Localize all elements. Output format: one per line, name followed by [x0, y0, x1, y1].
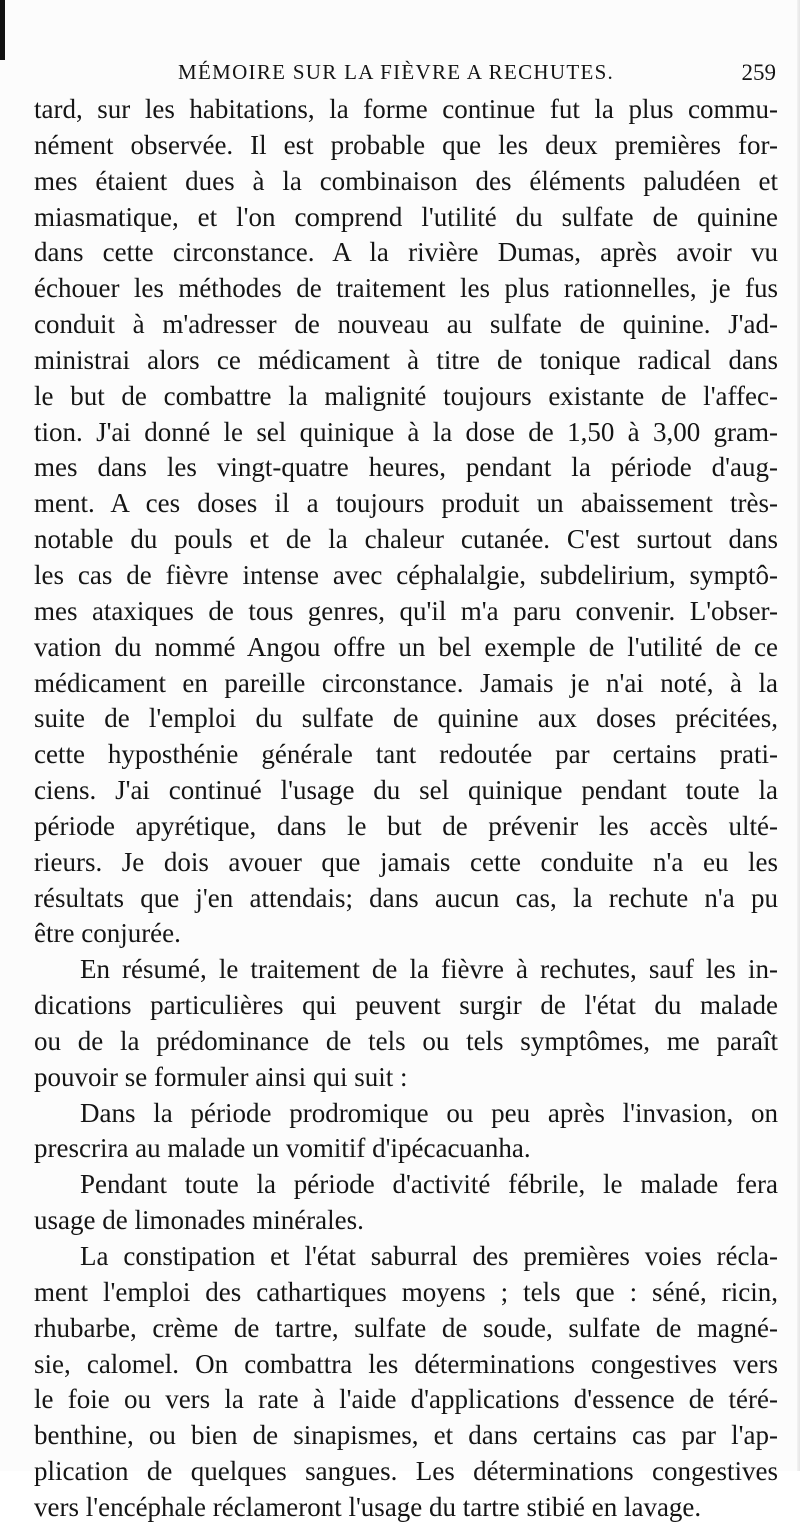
body-text [34, 92, 778, 1526]
text-line: les cas de fièvre intense avec céphalalgie, subdelirium, symptô- [34, 559, 778, 590]
text-line: médicament en pareille circonstance. Jamais je n'ai noté, à la [34, 667, 778, 698]
text-line: mes dans les vingt-quatre heures, pendant la période d'aug- [34, 452, 778, 483]
running-title: MÉMOIRE SUR LA FIÈVRE A RECHUTES. [178, 60, 615, 84]
scan-edge-mark [0, 0, 5, 60]
text-line: rhubarbe, crème de tartre, sulfate de soude, sulfate de magné- [34, 1312, 778, 1343]
paragraph-start-line: Pendant toute la période d'activité fébrile, le malade fera [80, 1169, 778, 1200]
text-line: ment. A ces doses il a toujours produit un abaissement très- [34, 488, 778, 519]
text-line: tard, sur les habitations, la forme continue fut la plus commu- [34, 94, 778, 124]
text-line: suite de l'emploi du sulfate de quinine aux doses précitées, [34, 703, 778, 734]
text-line: vation du nommé Angou offre un bel exemple de l'utilité de ce [34, 631, 778, 662]
text-line: le foie ou vers la rate à l'aide d'applications d'essence de téré- [34, 1384, 778, 1415]
text-line: miasmatique, et l'on comprend l'utilité du sulfate de quinine [34, 201, 778, 232]
paragraph-end-line: usage de limonades minérales. [34, 1205, 364, 1236]
text-line: nément observée. Il est probable que les deux premières for- [34, 129, 778, 160]
text-line: tion. J'ai donné le sel quinique à la dose de 1,50 à 3,00 gram- [34, 416, 778, 447]
paragraph-end-line: être conjurée. [34, 918, 181, 949]
text-line: mes étaient dues à la combinaison des éléments paludéen et [34, 165, 778, 196]
paragraph-end-line: prescrira au malade un vomitif d'ipécacuanha. [34, 1133, 531, 1164]
text-line: benthine, ou bien de sinapismes, et dans certains cas par l'ap- [34, 1420, 778, 1451]
paragraph-end-line: pouvoir se formuler ainsi qui suit : [34, 1061, 408, 1092]
text-line: échouer les méthodes de traitement les plus rationnelles, je fus [34, 273, 778, 304]
page-number: 259 [741, 60, 776, 85]
text-line: notable du pouls et de la chaleur cutanée. C'est surtout dans [34, 524, 778, 555]
text-line: période apyrétique, dans le but de prévenir les accès ulté- [34, 810, 778, 841]
paragraph-start-line: La constipation et l'état saburral des premières voies récla- [80, 1241, 778, 1271]
page-header [36, 60, 776, 94]
text-line: cette hyposthénie générale tant redoutée par certains prati- [34, 739, 778, 770]
text-line: ou de la prédominance de tels ou tels symptômes, me paraît [34, 1025, 778, 1056]
text-line: conduit à m'adresser de nouveau au sulfate de quinine. J'ad- [34, 309, 778, 340]
text-line: dications particulières qui peuvent surgir de l'état du malade [34, 990, 778, 1021]
text-line: ment l'emploi des cathartiques moyens ; tels que : séné, ricin, [34, 1276, 778, 1307]
text-line: dans cette circonstance. A la rivière Dumas, après avoir vu [34, 237, 778, 268]
text-line: résultats que j'en attendais; dans aucun cas, la rechute n'a pu [34, 882, 778, 913]
text-line: rieurs. Je dois avouer que jamais cette conduite n'a eu les [34, 846, 778, 877]
paragraph-start-line: Dans la période prodromique ou peu après l'invasion, on [80, 1097, 778, 1128]
text-line: mes ataxiques de tous genres, qu'il m'a paru convenir. L'obser- [34, 595, 778, 626]
text-line: vers l'encéphale réclameront l'usage du tartre stibié en lavage. [34, 1491, 702, 1522]
text-line: ciens. J'ai continué l'usage du sel quinique pendant toute la [34, 775, 778, 806]
text-line: le but de combattre la malignité toujours existante de l'affec- [34, 380, 778, 411]
text-line: plication de quelques sangues. Les déterminations congestives [34, 1456, 778, 1487]
text-line: ministrai alors ce médicament à titre de tonique radical dans [34, 344, 778, 375]
paragraph-start-line: En résumé, le traitement de la fièvre à rechutes, sauf les in- [80, 954, 778, 985]
text-line: sie, calomel. On combattra les déterminations congestives vers [34, 1348, 778, 1379]
